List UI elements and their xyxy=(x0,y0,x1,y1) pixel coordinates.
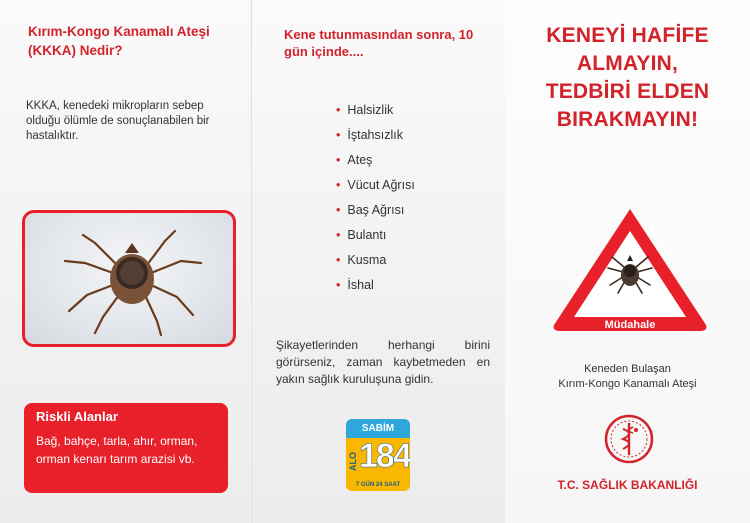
ministry-logo-icon xyxy=(603,413,655,465)
panel-left xyxy=(0,0,250,523)
warning-triangle-icon xyxy=(550,205,710,335)
headline-line: KENEYİ HAFİFE xyxy=(546,24,709,47)
ministry-name: T.C. SAĞLIK BAKANLIĞI xyxy=(557,478,698,492)
triangle-right-label: Kontrol xyxy=(645,220,679,265)
headline-line: BIRAKMAYIN! xyxy=(556,108,699,131)
symptom-list xyxy=(336,98,415,298)
hotline-logo xyxy=(346,419,410,491)
kkka-title: Kırım-Kongo Kanamalı Ateşi (KKKA) Nedir? xyxy=(28,24,210,58)
risk-areas-title: Riskli Alanlar xyxy=(36,409,118,424)
list-item: • Kusma xyxy=(336,253,387,267)
kkka-description: KKKA, kenedeki mikropların sebep olduğu ölümle de sonuçlanabilen bir hastalıktır. xyxy=(26,100,210,142)
caption xyxy=(505,362,750,392)
list-item: • Halsizlik xyxy=(336,103,394,117)
hotline-number: 184 xyxy=(359,437,410,475)
risk-areas-box xyxy=(24,403,228,493)
advice-text: Şikayetlerinden herhangi birini görürseniz, zaman kaybetmeden en yakın sağlık kuruluşuna gidin. xyxy=(276,338,490,386)
list-item: • Baş Ağrısı xyxy=(336,203,405,217)
list-item: • İshal xyxy=(336,278,374,292)
panel-right xyxy=(505,0,750,523)
hotline-sub: 7 GÜN 24 SAAT xyxy=(355,482,401,488)
symptoms-title: Kene tutunmasından sonra, 10 gün içinde.... xyxy=(284,27,474,59)
headline xyxy=(505,22,750,134)
caption-line: Keneden Bulaşan xyxy=(584,363,671,375)
headline-line: ALMAYIN, xyxy=(576,52,679,75)
risk-areas-body: Bağ, bahçe, tarla, ahır, orman, orman kenarı tarım arazisi vb. xyxy=(36,434,198,466)
list-item: • Bulantı xyxy=(336,228,387,242)
headline-line: TEDBİRİ ELDEN xyxy=(545,80,710,103)
list-item: • İştahsızlık xyxy=(336,128,403,142)
panel-middle xyxy=(251,0,506,523)
list-item: • Vücut Ağrısı xyxy=(336,178,415,192)
tick-photo xyxy=(22,210,236,347)
triangle-left-label: Tedbir xyxy=(566,253,597,293)
caption-line: Kırım-Kongo Kanamalı Ateşi xyxy=(558,378,697,390)
hotline-brand: SABİM xyxy=(346,419,410,438)
triangle-bottom-label: Müdahale xyxy=(604,319,656,331)
list-item: • Ateş xyxy=(336,153,373,167)
hotline-prefix: ALO xyxy=(348,452,358,471)
